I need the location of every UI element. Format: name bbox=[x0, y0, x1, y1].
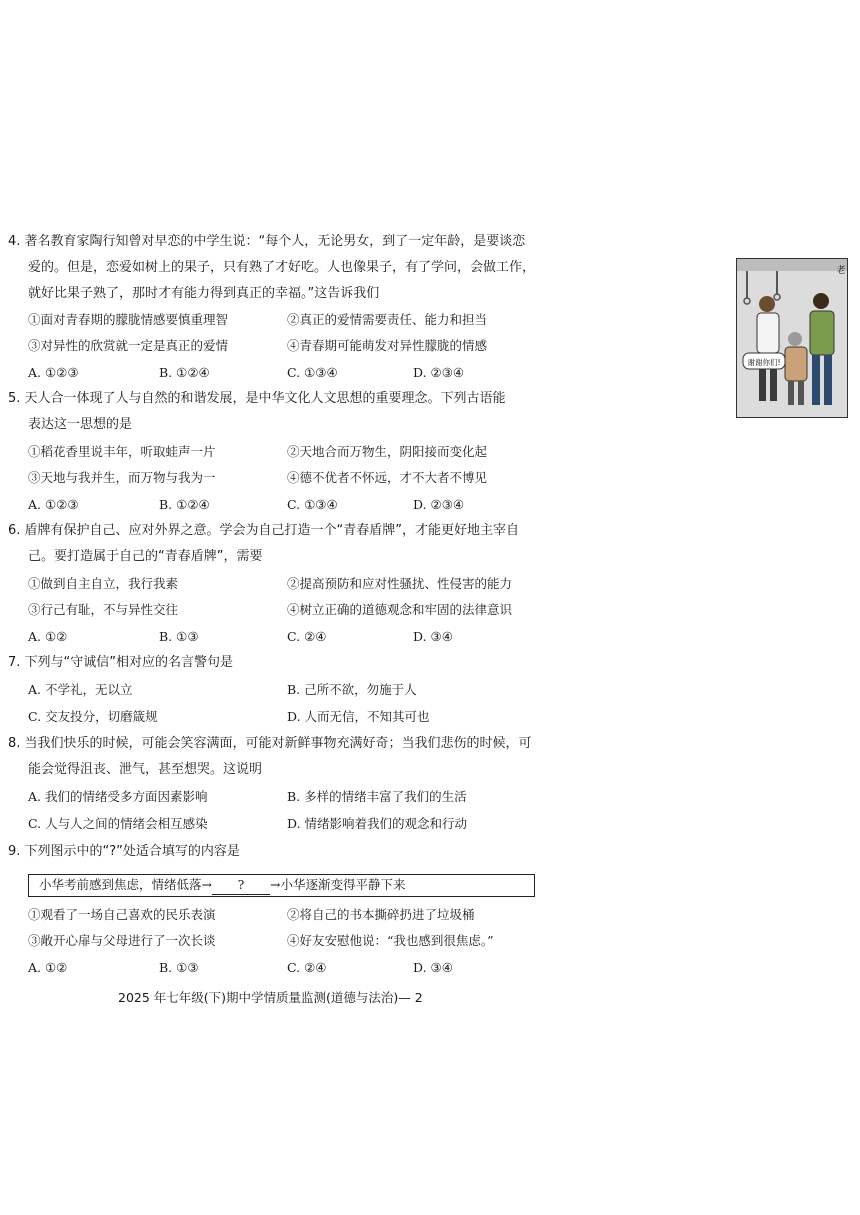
q6-choice-b[interactable]: B. ①③ bbox=[159, 629, 199, 644]
q8-stem-line-2: 能会觉得沮丧、泄气，甚至想哭。这说明 bbox=[28, 762, 263, 777]
q8-stem-line-1: 8. 当我们快乐的时候，可能会笑容满面，可能对新鲜事物充满好奇；当我们悲伤的时候，可 bbox=[8, 736, 532, 751]
q8-choice-d[interactable]: D. 情绪影响着我们的观念和行动 bbox=[287, 816, 468, 831]
q5-stem-line-2: 表达这一思想的是 bbox=[28, 417, 133, 432]
q9-flow-diagram bbox=[28, 874, 535, 897]
q9-flow-start: 小华考前感到焦虑，情绪低落→ bbox=[39, 877, 212, 892]
q9-item-1: ①观看了一场自己喜欢的民乐表演 bbox=[28, 907, 216, 922]
q9-flow-blank: ? bbox=[212, 876, 270, 895]
q9-flow-end: →小华逐渐变得平静下来 bbox=[269, 877, 406, 892]
q9-stem: 9. 下列图示中的“?”处适合填写的内容是 bbox=[8, 844, 240, 859]
q7-choice-b[interactable]: B. 己所不欲，勿施于人 bbox=[287, 682, 417, 697]
q9-item-4: ④好友安慰他说：“我也感到很焦虑。” bbox=[287, 933, 494, 948]
q4-choice-d[interactable]: D. ②③④ bbox=[413, 365, 465, 380]
q5-choice-c[interactable]: C. ①③④ bbox=[287, 497, 338, 512]
q5-item-2: ②天地合而万物生，阴阳接而变化起 bbox=[287, 444, 488, 459]
q4-item-3: ③对异性的欣赏就一定是真正的爱情 bbox=[28, 338, 229, 353]
q6-item-4: ④树立正确的道德观念和牢固的法律意识 bbox=[287, 602, 513, 617]
subway-scene-icon bbox=[737, 259, 847, 417]
q4-choice-a[interactable]: A. ①②③ bbox=[28, 365, 79, 380]
q7-stem: 7. 下列与“守诚信”相对应的名言警句是 bbox=[8, 655, 234, 670]
q9-item-3: ③敞开心扉与父母进行了一次长谈 bbox=[28, 933, 216, 948]
q4-stem-line-3: 就好比果子熟了，那时才有能力得到真正的幸福。”这告诉我们 bbox=[28, 286, 380, 301]
q8-choice-a[interactable]: A. 我们的情绪受多方面因素影响 bbox=[28, 789, 208, 804]
q6-item-3: ③行己有耻，不与异性交往 bbox=[28, 602, 179, 617]
q5-choice-d[interactable]: D. ②③④ bbox=[413, 497, 465, 512]
q7-choice-a[interactable]: A. 不学礼，无以立 bbox=[28, 682, 133, 697]
q8-choice-b[interactable]: B. 多样的情绪丰富了我们的生活 bbox=[287, 789, 467, 804]
q5-choice-b[interactable]: B. ①②④ bbox=[159, 497, 210, 512]
q8-choice-c[interactable]: C. 人与人之间的情绪会相互感染 bbox=[28, 816, 208, 831]
q9-choice-a[interactable]: A. ①② bbox=[28, 960, 68, 975]
q4-item-4: ④青春期可能萌发对异性朦胧的情感 bbox=[287, 338, 488, 353]
q7-choice-c[interactable]: C. 交友投分，切磨箴规 bbox=[28, 709, 158, 724]
q9-item-2: ②将自己的书本撕碎扔进了垃圾桶 bbox=[287, 907, 475, 922]
q6-choice-d[interactable]: D. ③④ bbox=[413, 629, 453, 644]
q6-stem-line-2: 己。要打造属于自己的“青春盾牌”，需要 bbox=[28, 549, 263, 564]
q10-bubble-text: 谢谢你们! bbox=[747, 358, 781, 367]
q4-stem-line-1: 4. 著名教育家陶行知曾对早恋的中学生说：“每个人，无论男女，到了一定年龄，是要谈恋 bbox=[8, 234, 526, 249]
q6-choice-a[interactable]: A. ①② bbox=[28, 629, 68, 644]
q9-flow-text bbox=[39, 876, 405, 895]
q6-choice-c[interactable]: C. ②④ bbox=[287, 629, 327, 644]
q9-choice-b[interactable]: B. ①③ bbox=[159, 960, 199, 975]
q6-stem-line-1: 6. 盾牌有保护自己、应对外界之意。学会为自己打造一个“青春盾牌”，才能更好地主宰自 bbox=[8, 523, 520, 538]
q10-illustration bbox=[736, 258, 848, 418]
q6-item-1: ①做到自主自立，我行我素 bbox=[28, 576, 179, 591]
q4-choice-b[interactable]: B. ①②④ bbox=[159, 365, 210, 380]
q10-corner-text: 老 bbox=[836, 266, 846, 276]
q4-item-1: ①面对青春期的朦胧情感要慎重理智 bbox=[28, 312, 229, 327]
q9-choice-c[interactable]: C. ②④ bbox=[287, 960, 327, 975]
q6-item-2: ②提高预防和应对性骚扰、性侵害的能力 bbox=[287, 576, 513, 591]
q4-stem-line-2: 爱的。但是，恋爱如树上的果子，只有熟了才好吃。人也像果子，有了学问，会做工作， bbox=[28, 260, 536, 275]
q5-item-3: ③天地与我并生，而万物与我为一 bbox=[28, 470, 216, 485]
q5-item-4: ④德不优者不怀远，才不大者不博见 bbox=[287, 470, 488, 485]
q7-choice-d[interactable]: D. 人而无信，不知其可也 bbox=[287, 709, 430, 724]
q4-choice-c[interactable]: C. ①③④ bbox=[287, 365, 338, 380]
q5-item-1: ①稻花香里说丰年，听取蛙声一片 bbox=[28, 444, 216, 459]
q5-stem-line-1: 5. 天人合一体现了人与自然的和谐发展，是中华文化人文思想的重要理念。下列古语能 bbox=[8, 391, 506, 406]
q5-choice-a[interactable]: A. ①②③ bbox=[28, 497, 79, 512]
q9-choice-d[interactable]: D. ③④ bbox=[413, 960, 453, 975]
page-footer-left: 2025 年七年级(下)期中学情质量监测(道德与法治)— 2 bbox=[118, 990, 423, 1005]
q4-item-2: ②真正的爱情需要责任、能力和担当 bbox=[287, 312, 488, 327]
